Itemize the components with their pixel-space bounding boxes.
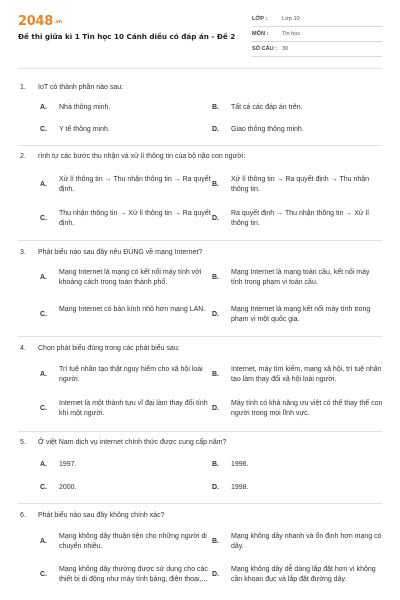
meta-value: 30 xyxy=(282,46,289,52)
option-text: Mạng không dây dễ dàng lắp đặt hơn vì không cần khoan đục và lắp đặt đường dây. xyxy=(231,566,376,583)
option-letter: C. xyxy=(40,126,47,133)
logo-suffix: .vn xyxy=(53,18,62,25)
meta-row-count xyxy=(252,42,382,57)
question-1 xyxy=(20,83,380,133)
option-text: Nhà thông minh. xyxy=(59,104,111,111)
option-letter: D. xyxy=(212,484,219,491)
meta-row-class xyxy=(252,12,382,27)
option-letter: A. xyxy=(40,181,47,188)
question-number: 6. xyxy=(20,512,26,519)
meta-table xyxy=(252,12,382,57)
option-letter: B. xyxy=(212,181,219,188)
option-letter: D. xyxy=(212,311,219,318)
option-text: Xử lí thông tin → Thu nhận thông tin → Ra quyết định. xyxy=(59,176,211,193)
option-text: 2000. xyxy=(59,484,77,491)
option-letter: C. xyxy=(40,571,47,578)
meta-key: LỚP : xyxy=(252,16,268,22)
option-letter: A. xyxy=(40,371,47,378)
question-number: 5. xyxy=(20,439,26,446)
question-text: Phát biểu nào sau đây không chính xác? xyxy=(38,512,165,519)
option-text: Thu nhận thông tin → Xử lí thông tin → Ra quyết định. xyxy=(59,210,211,227)
site-logo[interactable] xyxy=(18,14,62,29)
meta-row-subject xyxy=(252,27,382,42)
option-text: Mạng không dây thường được sử dụng cho các thiết bị di động như máy tính bảng, điện thoại,... xyxy=(59,566,208,583)
option-letter: A. xyxy=(40,104,47,111)
option-text: Giao thông thông minh. xyxy=(231,126,304,133)
question-5 xyxy=(20,438,380,498)
option-letter: A. xyxy=(40,538,47,545)
question-3 xyxy=(20,248,380,328)
option-text: Xử lí thông tin → Ra quyết định → Thu nhận thông tin. xyxy=(231,176,370,193)
question-text: Phát biểu nào sau đây nêu ĐÚNG về mạng Internet? xyxy=(38,249,203,256)
option-letter: B. xyxy=(212,274,219,281)
meta-value: Tin học xyxy=(282,31,301,37)
option-letter: C. xyxy=(40,405,47,412)
option-letter: B. xyxy=(212,371,219,378)
question-number: 1. xyxy=(20,84,26,91)
question-number: 4. xyxy=(20,345,26,352)
question-stem xyxy=(20,152,380,161)
question-6 xyxy=(20,511,380,600)
question-divider xyxy=(18,240,382,241)
meta-value: Lớp 10 xyxy=(282,16,300,22)
option-text: Internet là một thành tựu vĩ đại làm thay đổi tính khí một người. xyxy=(59,400,208,417)
question-divider xyxy=(18,145,382,146)
meta-key: SỐ CÂU : xyxy=(252,46,278,52)
question-stem xyxy=(20,511,380,520)
question-2 xyxy=(20,152,380,232)
option-letter: D. xyxy=(212,215,219,222)
option-letter: C. xyxy=(40,215,47,222)
header-divider xyxy=(18,68,382,69)
question-stem xyxy=(20,248,380,257)
question-divider xyxy=(18,503,382,504)
meta-key: MÔN : xyxy=(252,31,269,37)
option-letter: C. xyxy=(40,311,47,318)
option-text: Ra quyết định → Thu nhận thông tin → Xử lí thông tin. xyxy=(231,210,370,227)
question-4 xyxy=(20,344,383,424)
question-number: 3. xyxy=(20,249,26,256)
question-number: 2. xyxy=(20,153,26,160)
option-letter: D. xyxy=(212,405,219,412)
option-text: Mạng Internet là mạng toàn cầu, kết nối máy tính trong phạm vi toàn cầu. xyxy=(231,269,370,286)
option-letter: A. xyxy=(40,461,47,468)
option-text: Mạng Internet là mạng có kết nối máy tính với khoảng cách trong toàn thành phố. xyxy=(59,269,202,286)
option-letter: A. xyxy=(40,274,47,281)
option-text: Tất cả các đáp án trên. xyxy=(231,104,303,111)
document-title: Đề thi giữa kì 1 Tin học 10 Cánh diều có đáp án - Đề 2 xyxy=(18,32,236,41)
page-header xyxy=(0,0,400,66)
question-text: Chọn phát biểu đúng trong các phát biểu sau: xyxy=(38,345,180,352)
option-letter: C. xyxy=(40,484,47,491)
option-text: Mạng Internet là mạng kết nối máy tính trong phạm vi một quốc gia. xyxy=(231,306,371,323)
option-text: 1996. xyxy=(231,461,249,468)
option-text: 1997. xyxy=(59,461,77,468)
option-text: Y tế thông minh. xyxy=(59,126,110,133)
option-letter: B. xyxy=(212,538,219,545)
question-divider xyxy=(18,431,382,432)
question-stem xyxy=(20,83,380,92)
option-letter: B. xyxy=(212,104,219,111)
option-text: Mạng Internet có bán kính nhỏ hơn mạng LAN. xyxy=(59,306,206,313)
question-text: Ở việt Nam dịch vụ internet chính thức được cung cấp năm? xyxy=(38,439,227,446)
question-text: IoT có thành phần nào sau: xyxy=(38,84,124,91)
option-text: Trí tuệ nhân tạo thật nguy hiểm cho xã hội loài người. xyxy=(59,366,203,383)
question-stem xyxy=(20,344,380,353)
option-letter: B. xyxy=(212,461,219,468)
option-letter: D. xyxy=(212,126,219,133)
option-text: Mạng không dây thuận tiện cho những người di chuyển nhiều. xyxy=(59,533,207,550)
option-text: Mạng không dây nhanh và ổn định hơn mạng có dây. xyxy=(231,533,382,550)
logo-text: 2048 xyxy=(18,14,53,29)
option-text: Internet, máy tìm kiếm, mạng xã hội, trí tuệ nhân tạo làm thay đổi xã hội loài người. xyxy=(231,366,382,383)
question-text: rình tự các bước thu nhận và xử lí thông tin của bộ não con người: xyxy=(38,153,246,160)
option-text: Máy tính có khả năng ưu việt có thể thay thế con người trong mọi lĩnh vực. xyxy=(231,400,383,417)
question-stem xyxy=(20,438,380,447)
question-divider xyxy=(18,336,382,337)
option-text: 1998. xyxy=(231,484,249,491)
option-letter: D. xyxy=(212,571,219,578)
